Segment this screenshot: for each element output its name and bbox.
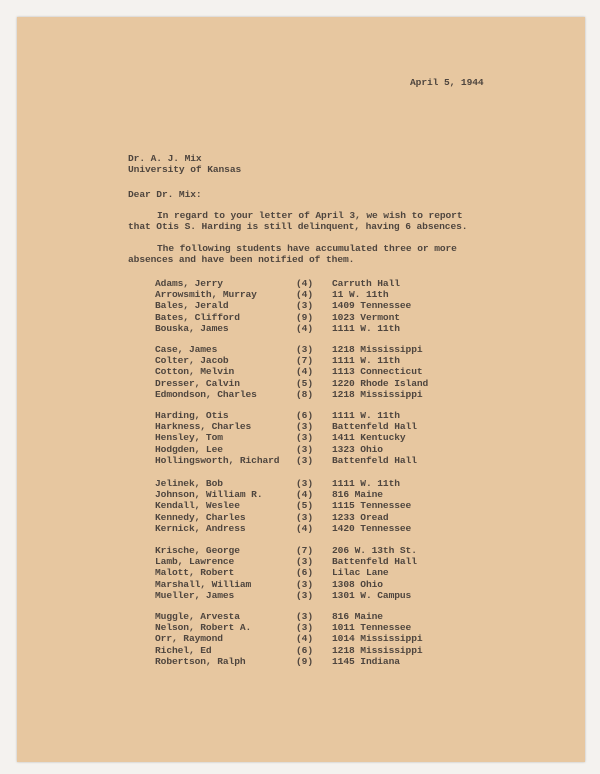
absence-count: (9) [296, 655, 313, 667]
student-address: 1409 Tennessee [332, 300, 412, 312]
absence-count: (7) [296, 355, 313, 367]
student-name: Kennedy, Charles [155, 511, 246, 523]
absence-count: (3) [296, 443, 313, 455]
student-name: Bales, Jerald [155, 300, 229, 312]
absence-count: (4) [296, 278, 313, 289]
student-name: Hodgden, Lee [155, 443, 223, 455]
student-address: 1115 Tennessee [332, 500, 412, 512]
absence-count: (3) [296, 589, 313, 601]
student-name: Kendall, Weslee [155, 500, 240, 512]
student-address: 1111 W. 11th [332, 355, 400, 367]
student-address: Battenfeld Hall [332, 421, 417, 433]
student-name: Robertson, Ralph [155, 655, 246, 667]
student-address: 1411 Kentucky [332, 432, 406, 444]
student-address: 1145 Indiana [332, 655, 400, 667]
salutation: Dear Dr. Mix: [128, 189, 202, 200]
recipient-name: Dr. A. J. Mix [128, 153, 202, 164]
student-name: Muggle, Arvesta [155, 611, 240, 622]
student-address: 1220 Rhode Island [332, 377, 429, 389]
student-name: Arrowsmith, Murray [155, 289, 257, 301]
absence-count: (4) [296, 322, 313, 334]
student-address: 816 Maine [332, 489, 383, 501]
student-name: Malott, Robert [155, 567, 235, 579]
student-address: Battenfeld Hall [332, 556, 417, 568]
student-name: Nelson, Robert A. [155, 622, 252, 634]
absence-count: (4) [296, 366, 313, 378]
student-name: Adams, Jerry [155, 278, 223, 289]
student-address: 11 W. 11th [332, 289, 389, 301]
student-address: 1323 Ohio [332, 443, 383, 455]
absence-count: (3) [296, 611, 313, 622]
student-name: Dresser, Calvin [155, 377, 240, 389]
student-address: 1308 Ohio [332, 578, 383, 590]
absence-count: (4) [296, 289, 313, 301]
absence-count: (4) [296, 489, 313, 501]
student-address: Battenfeld Hall [332, 454, 417, 466]
student-address: 1233 Oread [332, 511, 389, 523]
student-address: 1420 Tennessee [332, 522, 412, 534]
paragraph2-line2: absences and have been notified of them. [128, 254, 355, 265]
recipient-organization: University of Kansas [128, 164, 242, 175]
letter-date: April 5, 1944 [410, 77, 484, 88]
absence-count: (5) [296, 500, 313, 512]
absence-count: (3) [296, 622, 313, 634]
absence-count: (3) [296, 578, 313, 590]
student-address: 1011 Tennessee [332, 622, 412, 634]
absence-count: (6) [296, 567, 313, 579]
absence-count: (4) [296, 633, 313, 645]
student-name: Kernick, Andress [155, 522, 246, 534]
student-name: Bates, Clifford [155, 311, 240, 323]
absence-count: (3) [296, 511, 313, 523]
student-address: 1023 Vermont [332, 311, 400, 323]
student-address: 1218 Mississippi [332, 644, 423, 656]
student-name: Colter, Jacob [155, 355, 229, 367]
student-name: Harkness, Charles [155, 421, 252, 433]
student-name: Johnson, William R. [155, 489, 263, 501]
student-address: 1111 W. 11th [332, 410, 400, 421]
student-name: Krische, George [155, 545, 240, 556]
student-name: Jelinek, Bob [155, 478, 223, 489]
paragraph1-line1: In regard to your letter of April 3, we wish to report [157, 210, 463, 221]
student-name: Hollingsworth, Richard [155, 454, 280, 466]
student-name: Case, James [155, 344, 218, 355]
student-name: Richel, Ed [155, 644, 212, 656]
student-name: Lamb, Lawrence [155, 556, 235, 568]
absence-count: (7) [296, 545, 313, 556]
student-name: Orr, Raymond [155, 633, 223, 645]
absence-count: (6) [296, 644, 313, 656]
paragraph1-line2: that Otis S. Harding is still delinquent, having 6 absences. [128, 221, 468, 232]
student-name: Marshall, William [155, 578, 252, 590]
absence-count: (3) [296, 478, 313, 489]
student-address: 206 W. 13th St. [332, 545, 417, 556]
absence-count: (6) [296, 410, 313, 421]
absence-count: (3) [296, 300, 313, 312]
student-address: 816 Maine [332, 611, 383, 622]
absence-count: (3) [296, 432, 313, 444]
absence-count: (3) [296, 421, 313, 433]
absence-count: (9) [296, 311, 313, 323]
student-address: 1301 W. Campus [332, 589, 412, 601]
student-name: Cotton, Melvin [155, 366, 235, 378]
student-name: Edmondson, Charles [155, 388, 257, 400]
absence-count: (5) [296, 377, 313, 389]
student-name: Bouska, James [155, 322, 229, 334]
student-address: Carruth Hall [332, 278, 400, 289]
student-address: Lilac Lane [332, 567, 389, 579]
student-address: 1113 Connecticut [332, 366, 423, 378]
absence-count: (3) [296, 556, 313, 568]
student-address: 1218 Mississippi [332, 388, 423, 400]
student-name: Harding, Otis [155, 410, 229, 421]
absence-count: (3) [296, 344, 313, 355]
absence-count: (3) [296, 454, 313, 466]
student-address: 1111 W. 11th [332, 322, 400, 334]
student-address: 1111 W. 11th [332, 478, 400, 489]
student-address: 1014 Mississippi [332, 633, 423, 645]
student-name: Mueller, James [155, 589, 235, 601]
paragraph2-line1: The following students have accumulated three or more [157, 243, 457, 254]
absence-count: (4) [296, 522, 313, 534]
absence-count: (8) [296, 388, 313, 400]
student-name: Hensley, Tom [155, 432, 223, 444]
student-address: 1218 Mississippi [332, 344, 423, 355]
